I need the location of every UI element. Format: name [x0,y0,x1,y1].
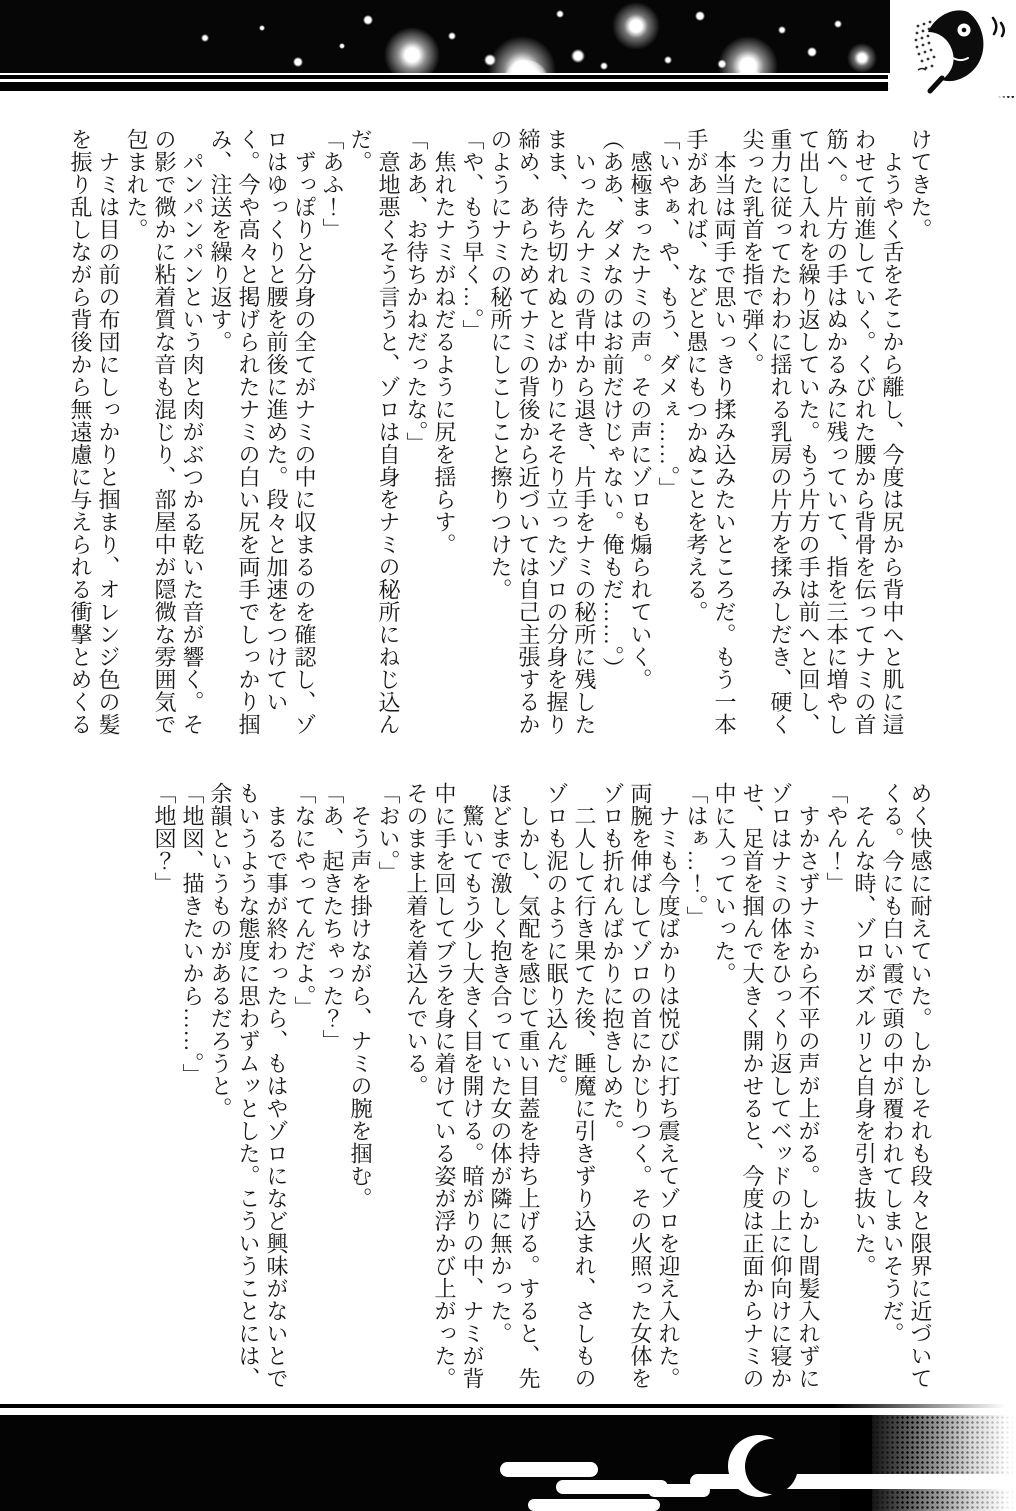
story-paragraph: 「地図、描きたいから……。」 [180,782,205,1086]
story-paragraph: 感極まったナミの声。その声にゾロも煽られていく。 [628,128,653,691]
story-paragraph: 意地悪くそう言うと、ゾロは自身をナミの秘所にねじ込んだ。 [348,128,401,736]
story-paragraph: 「ああ、お待ちかねだったな。」 [404,128,429,455]
story-text-bottom-block [150,782,934,1400]
story-paragraph: しかし、気配を感じて重い目蓋を持ち上げる。すると、先ほどまで激しく抱き合っていた女の体が隣に無かった。 [488,782,541,1390]
story-paragraph: 「はぁ…！。」 [684,782,709,929]
story-paragraph: ようやく舌をそこから離し、今度は尻から背中へと肌に這わせて前進していく。くびれた腰から背骨を伝ってナミの首筋へ。片方の手はぬかるみに残っていて、指を三本に増やして出し入れを繰り返していた。もう片方の手は前へと回し、重力に従ってたわわに揺れる乳房の片方を揉みしだき、硬く尖った乳首を指で弾く。 [740,128,905,736]
story-paragraph: 「おい。」 [376,782,401,884]
story-paragraph: 「や、もう早く…。」 [460,128,485,342]
story-paragraph: 「地図？」 [152,782,177,895]
story-text-top-block [66,128,934,740]
story-paragraph: 「いやぁ、や、もう、ダメぇ……。」 [656,128,681,500]
story-paragraph: 焦れたナミがねだるように尻を揺らす。 [432,128,457,556]
story-paragraph: めく快感に耐えていた。しかしそれも段々と限界に近づいてくる。今にも白い霞で頭の中が覆われてしまいそうだ。 [880,782,933,1390]
story-paragraph: （ああ、ダメなのはお前だけじゃない。俺もだ……。） [600,128,625,680]
story-paragraph: いったんナミの背中から退き、片手をナミの秘所に残したまま、待ち切れぬとばかりにそそり立ったゾロの分身を握り締め、あらためてナミの背後から近づいては自己主張するかのようにナミの秘所にしこしこと擦りつけた。 [488,128,597,736]
story-paragraph: 二人して行き果てた後、睡魔に引きずり込まれ、さしものゾロも泥のように眠り込んだ。 [544,782,597,1390]
story-paragraph: ナミも今度ばかりは悦びに打ち震えてゾロを迎え入れた。両腕を伸ばしてゾロの首にかじりつく。その火照った女体をゾロも折れんばかりに抱きしめた。 [600,782,681,1390]
footer-rule [0,1404,1016,1408]
story-paragraph: そう声を掛けながら、ナミの腕を掴む。 [348,782,373,1210]
story-paragraph: ナミは目の前の布団にしっかりと掴まり、オレンジ色の髪を振り乱しながら背後から無遠慮に与えられる衝撃とめくる [68,128,121,736]
footer-decoration [0,1400,1016,1511]
star-glow [503,60,549,102]
story-paragraph: すかさずナミから不平の声が上がる。しかし間髪入れずにゾロはナミの体をひっくり返してベッドの上に仰向けに寝かせ、足首を掴んで大きく開かせると、今度は正面からナミの中に入っていった。 [712,782,821,1390]
header-rule-thick [0,82,888,91]
story-paragraph: 「あ、起きたちゃった？」 [320,782,345,1052]
story-paragraph: 「やん！」 [824,782,849,895]
story-paragraph: 本当は両手で思いっきり揉み込みたいところだ。もう一本手があれば、などと愚にもつかぬことを考える。 [684,128,737,736]
footer-step-bar [500,1462,598,1477]
footer-halftone [860,1415,1016,1511]
story-paragraph: 驚いてもう少し大きく目を開ける。暗がりの中、ナミが背中に手を回してブラを身に着けている姿が浮かび上がった。そのまま上着を着込んでいる。 [404,782,485,1390]
story-paragraph: 「あふ！」 [320,128,345,241]
crescent-moon-icon-inner [745,1439,798,1494]
story-paragraph: そんな時、ゾロがズルリと自身を引き抜いた。 [852,782,877,1277]
header-rule-thin [0,75,888,79]
story-paragraph: けてきた。 [908,128,933,241]
header-starfield-band [0,0,890,73]
story-paragraph: 「なにやってんだよ。」 [292,782,317,1019]
story-paragraph: パンパンパンという肉と肉がぶつかる乾いた音が響く。その影で微かに粘着質な音も混じり、部屋中が隠微な雰囲気で包まれた。 [124,128,205,736]
story-paragraph: まるで事が終わったら、もはやゾロになど興味がないとでもいうような態度に思わずムッとした。こういうことには、余韻というものがあるだろうと。 [208,782,289,1390]
footer-step-bar [528,1499,660,1511]
crescent-moon-face-icon [890,0,1016,96]
story-paragraph: ずっぽりと分身の全てがナミの中に収まるのを確認し、ゾロはゆっくりと腰を前後に進めた。段々と加速をつけていく。今や高々と掲げられたナミの白い尻を両手でしっかり掴み、注送を繰り返す。 [208,128,317,736]
